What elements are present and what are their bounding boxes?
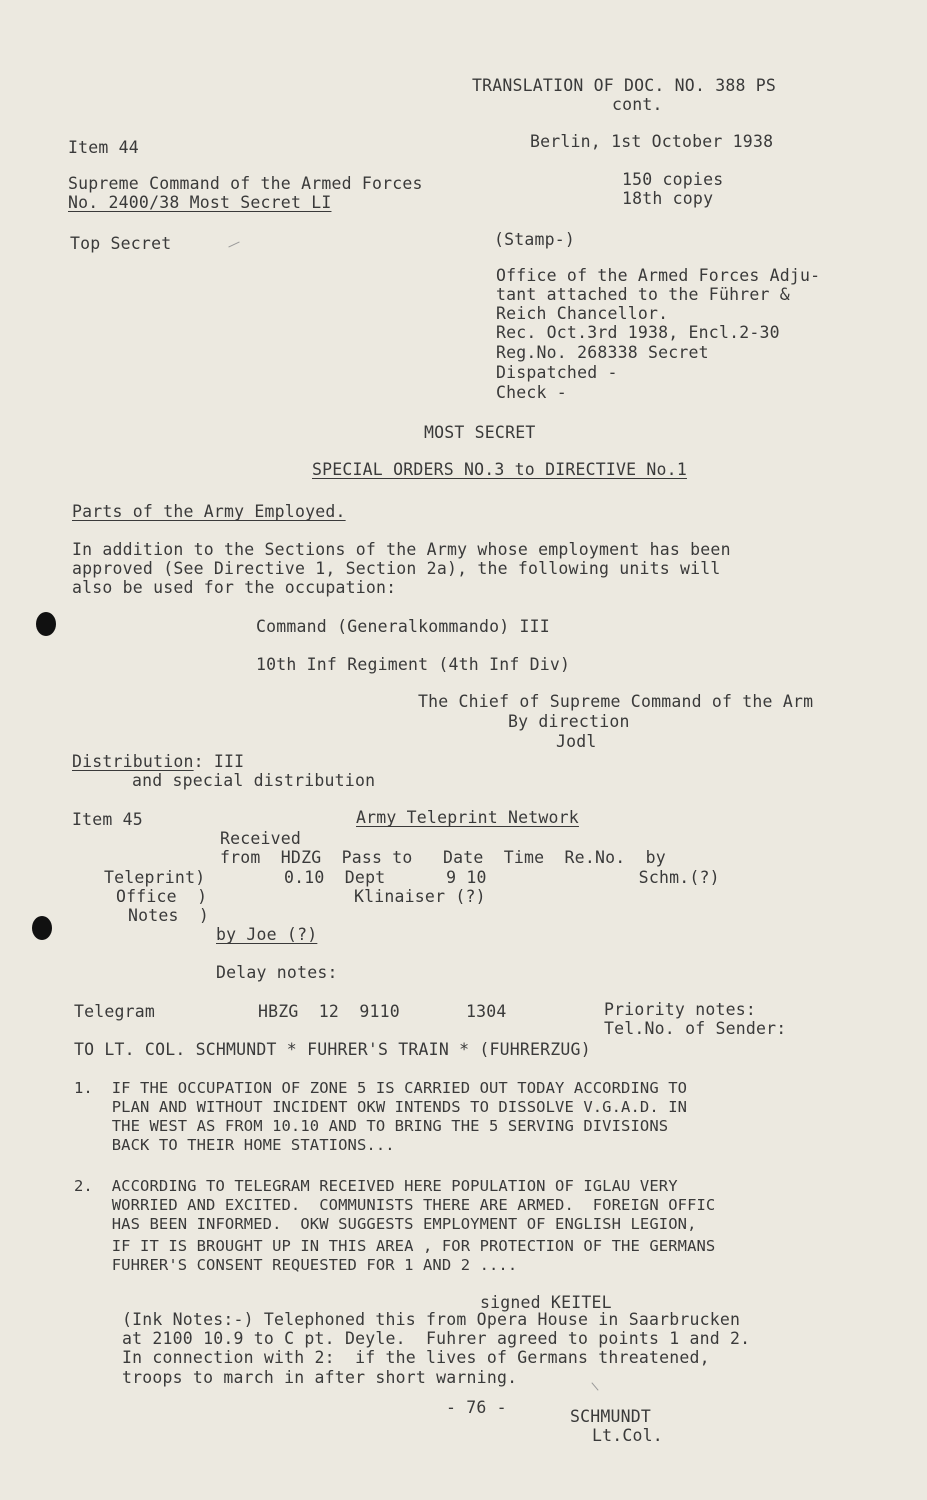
stamp-line: Dispatched - xyxy=(496,363,618,382)
continued-label: cont. xyxy=(612,95,663,114)
paragraph-line: 2. ACCORDING TO TELEGRAM RECEIVED HERE POPULATION OF IGLAU VERY xyxy=(74,1177,678,1195)
telegram-code: HBZG 12 9110 xyxy=(258,1002,400,1021)
classification: Top Secret xyxy=(70,234,172,253)
punch-hole xyxy=(32,916,52,940)
from-line-2: No. 2400/38 Most Secret LI xyxy=(68,193,332,212)
distribution-label: Distribution xyxy=(72,752,194,771)
ink-note-line: In connection with 2: if the lives of Germans threatened, xyxy=(122,1348,710,1367)
from-line-1: Supreme Command of the Armed Forces xyxy=(68,174,423,193)
office-label: Teleprint) xyxy=(104,868,206,887)
received-label: Received xyxy=(220,829,302,848)
stamp-label: (Stamp-) xyxy=(494,230,576,249)
teleprint-values: 0.10 Dept 9 10 Schm.(?) xyxy=(284,868,720,887)
body-line: approved (See Directive 1, Section 2a), the following units will xyxy=(72,559,721,578)
sender-tel-no: Tel.No. of Sender: xyxy=(604,1019,787,1038)
stamp-line: Rec. Oct.3rd 1938, Encl.2-30 xyxy=(496,323,780,342)
paragraph-line: PLAN AND WITHOUT INCIDENT OKW INTENDS TO DISSOLVE V.G.A.D. IN xyxy=(74,1098,688,1116)
paragraph-line: IF IT IS BROUGHT UP IN THIS AREA , FOR PROTECTION OF THE GERMANS xyxy=(74,1237,716,1255)
stamp-line: Reich Chancellor. xyxy=(496,304,669,323)
body-line: In addition to the Sections of the Army whose employment has been xyxy=(72,540,731,559)
place-date: Berlin, 1st October 1938 xyxy=(530,132,774,151)
network-title: Army Teleprint Network xyxy=(356,808,579,827)
delay-notes: Delay notes: xyxy=(216,963,338,982)
office-label: Office ) xyxy=(116,887,208,906)
ink-note-line: troops to march in after short warning. xyxy=(122,1368,518,1387)
distribution-line-2: and special distribution xyxy=(132,771,376,790)
copy-number: 18th copy xyxy=(622,189,714,208)
telegram-number: 1304 xyxy=(466,1002,507,1021)
signed-keitel: signed KEITEL xyxy=(480,1293,612,1312)
telegram-label: Telegram xyxy=(74,1002,156,1021)
received-by: by Joe (?) xyxy=(216,925,318,944)
page-number: - 76 - xyxy=(446,1398,507,1417)
stamp-line: Reg.No. 268338 Secret xyxy=(496,343,709,362)
section-title: Parts of the Army Employed. xyxy=(72,502,346,521)
teleprint-forwarded: Klinaiser (?) xyxy=(354,887,486,906)
signature-name: Jodl xyxy=(556,732,597,751)
paragraph-line: BACK TO THEIR HOME STATIONS... xyxy=(74,1136,395,1154)
ink-note-line: (Ink Notes:-) Telephoned this from Opera House in Saarbrucken xyxy=(122,1310,741,1329)
stamp-line: tant attached to the Führer & xyxy=(496,285,790,304)
signature-direction: By direction xyxy=(508,712,630,731)
paragraph-line: WORRIED AND EXCITED. COMMUNISTS THERE ARE ARMED. FOREIGN OFFIC xyxy=(74,1196,716,1214)
special-orders-heading: SPECIAL ORDERS NO.3 to DIRECTIVE No.1 xyxy=(312,460,687,479)
document-title: TRANSLATION OF DOC. NO. 388 PS xyxy=(472,76,777,95)
paragraph-line: HAS BEEN INFORMED. OKW SUGGESTS EMPLOYMENT OF ENGLISH LEGION, xyxy=(74,1215,697,1233)
most-secret-heading: MOST SECRET xyxy=(424,423,536,442)
paragraph-line: 1. IF THE OCCUPATION OF ZONE 5 IS CARRIED OUT TODAY ACCORDING TO xyxy=(74,1079,688,1097)
paragraph-line: FUHRER'S CONSENT REQUESTED FOR 1 AND 2 .... xyxy=(74,1256,518,1274)
stamp-line: Check - xyxy=(496,383,567,402)
distribution-value: : III xyxy=(193,752,245,771)
unit-10th-inf-regiment: 10th Inf Regiment (4th Inf Div) xyxy=(256,655,571,674)
item-45-label: Item 45 xyxy=(72,810,143,829)
telegram-addressee: TO LT. COL. SCHMUNDT * FUHRER'S TRAIN * (FUHRERZUG) xyxy=(74,1040,591,1059)
stamp-line: Office of the Armed Forces Adju- xyxy=(496,266,821,285)
signer-name: SCHMUNDT xyxy=(570,1407,652,1426)
teleprint-columns: from HDZG Pass to Date Time Re.No. by xyxy=(220,848,666,867)
office-label: Notes ) xyxy=(128,906,210,925)
pen-mark xyxy=(591,1382,598,1390)
signer-rank: Lt.Col. xyxy=(592,1426,663,1445)
priority-notes: Priority notes: xyxy=(604,1000,757,1019)
pen-mark xyxy=(228,242,239,248)
unit-command-iii: Command (Generalkommando) III xyxy=(256,617,550,636)
signature-title: The Chief of Supreme Command of the Arm xyxy=(418,692,814,711)
ink-note-line: at 2100 10.9 to C pt. Deyle. Fuhrer agreed to points 1 and 2. xyxy=(122,1329,751,1348)
body-line: also be used for the occupation: xyxy=(72,578,397,597)
copies-count: 150 copies xyxy=(622,170,724,189)
punch-hole xyxy=(36,612,56,636)
paragraph-line: THE WEST AS FROM 10.10 AND TO BRING THE 5 SERVING DIVISIONS xyxy=(74,1117,669,1135)
distribution-line xyxy=(72,752,244,772)
item-44-label: Item 44 xyxy=(68,138,139,157)
